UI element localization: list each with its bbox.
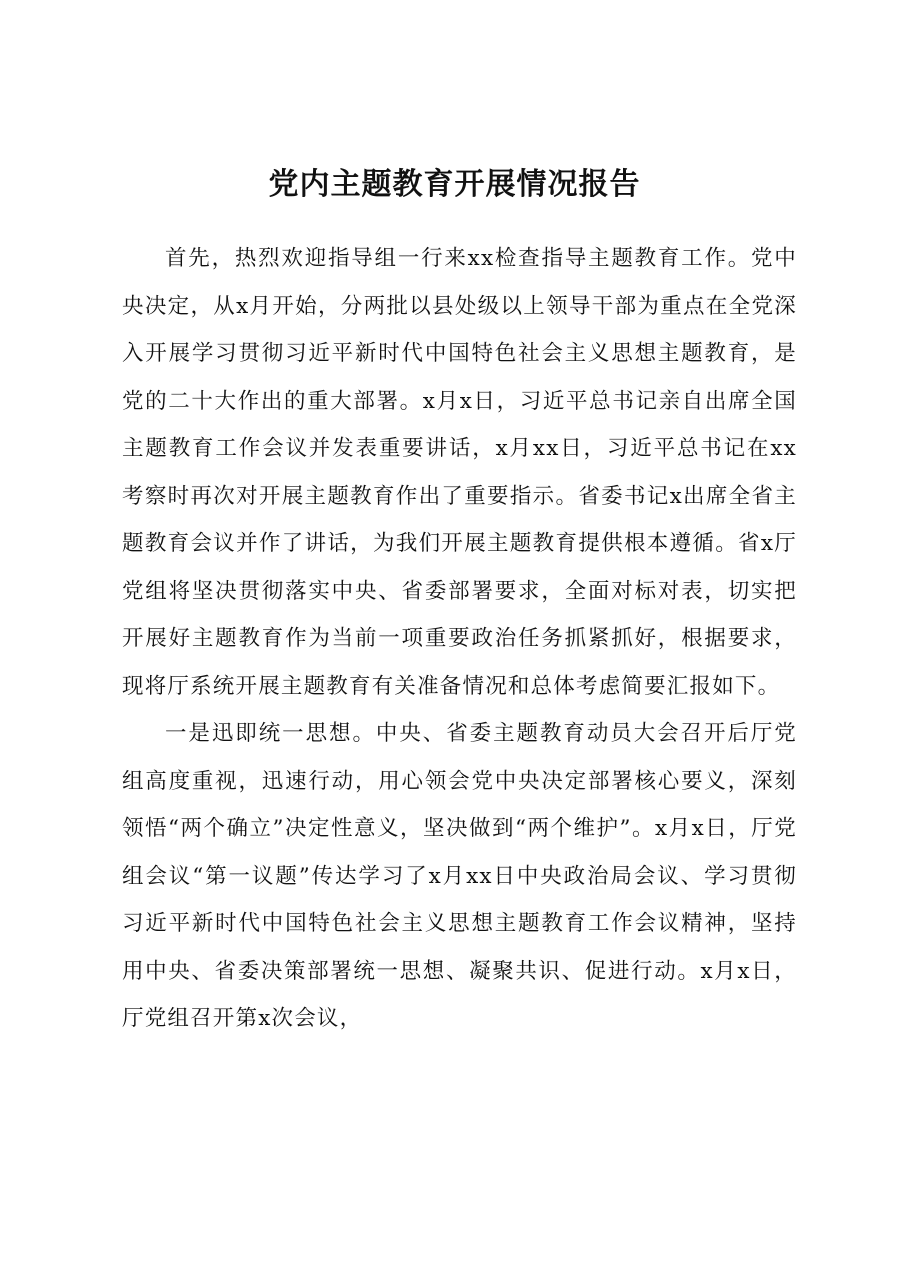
paragraph-intro: 首先，热烈欢迎指导组一行来xx检查指导主题教育工作。党中央决定，从x月开始，分两批以县处级以上领导干部为重点在全党深入开展学习贯彻习近平新时代中国特色社会主义思想主题教育，是党的二十大作出的重大部署。x月x日，习近平总书记亲自出席全国主题教育工作会议并发表重要讲话，x月xx日，习近平总书记在xx考察时再次对开展主题教育作出了重要指示。省委书记x出席全省主题教育会议并作了讲话，为我们开展主题教育提供根本遵循。省x厅党组将坚决贯彻落实中央、省委部署要求，全面对标对表，切实把开展好主题教育作为当前一项重要政治任务抓紧抓好，根据要求，现将厅系统开展主题教育有关准备情况和总体考虑简要汇报如下。 <box>122 246 797 699</box>
document-title: 党内主题教育开展情况报告 <box>268 167 641 202</box>
paragraph-point-one: 一是迅即统一思想。中央、省委主题教育动员大会召开后厅党组高度重视，迅速行动，用心领会党中央决定部署核心要义，深刻领悟“两个确立”决定性意义，坚决做到“两个维护”。x月x日，厅党组会议“第一议题”传达学习了x月xx日中央政治局会议、学习贯彻习近平新时代中国特色社会主义思想主题教育工作会议精神，坚持用中央、省委决策部署统一思想、凝聚共识、促进行动。x月x日，厅党组召开第x次会议， <box>122 721 797 1031</box>
document-body <box>122 235 797 1043</box>
